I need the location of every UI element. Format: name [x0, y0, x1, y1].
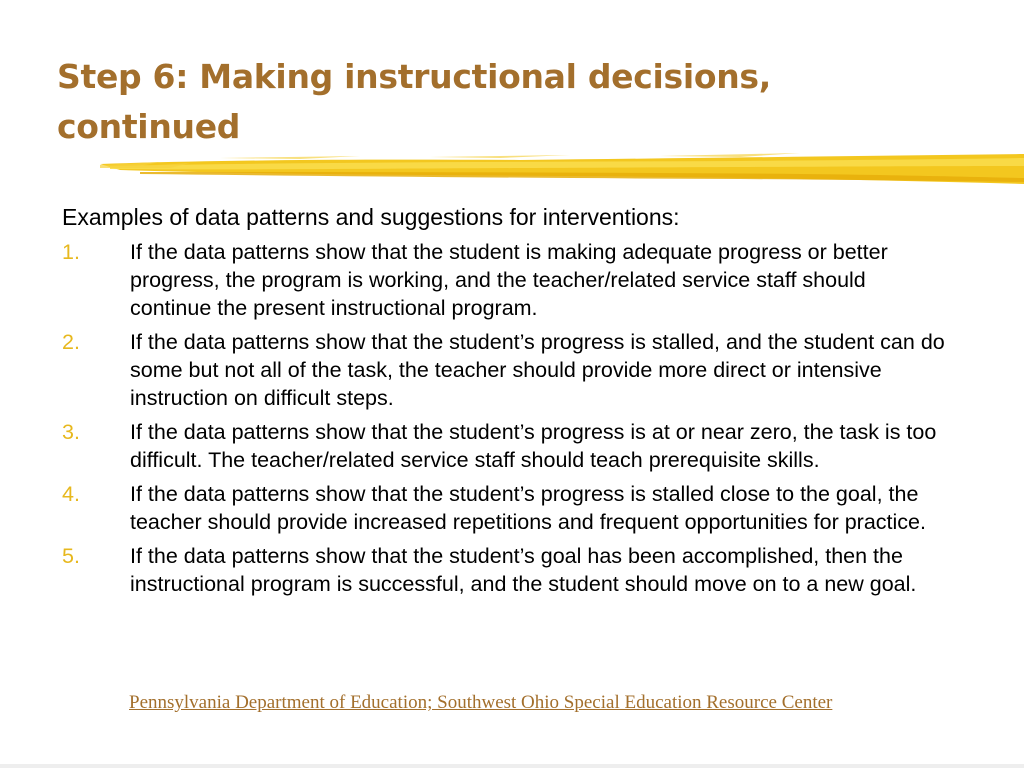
list-item	[62, 480, 952, 536]
list-item-text: If the data patterns show that the student is making adequate progress or better progress, the program is working, and the teacher/related service staff should continue the present instructional program.	[130, 240, 888, 320]
interventions-list	[62, 238, 952, 604]
list-item	[62, 418, 952, 474]
list-item	[62, 328, 952, 412]
list-item	[62, 238, 952, 322]
slide-title: Step 6: Making instructional decisions, continued	[57, 57, 771, 146]
bottom-divider	[0, 764, 1024, 768]
list-item-number: 4.	[62, 482, 80, 506]
brush-stroke-divider	[100, 150, 1024, 190]
list-item-text: If the data patterns show that the student’s goal has been accomplished, then the instructional program is successful, and the student should move on to a new goal.	[130, 544, 917, 596]
list-item-text: If the data patterns show that the student’s progress is at or near zero, the task is too difficult. The teacher/related service staff should teach prerequisite skills.	[130, 420, 937, 472]
list-item-number: 5.	[62, 544, 80, 568]
source-link[interactable]: Pennsylvania Department of Education; Southwest Ohio Special Education Resource Center	[129, 692, 833, 713]
list-item-number: 2.	[62, 330, 80, 354]
intro-text: Examples of data patterns and suggestions for interventions:	[62, 204, 680, 230]
list-item	[62, 542, 952, 598]
list-item-number: 1.	[62, 240, 80, 264]
list-item-text: If the data patterns show that the student’s progress is stalled, and the student can do some but not all of the task, the teacher should provide more direct or intensive instruction on difficult steps.	[130, 330, 945, 410]
list-item-text: If the data patterns show that the student’s progress is stalled close to the goal, the teacher should provide increased repetitions and frequent opportunities for practice.	[130, 482, 926, 534]
list-item-number: 3.	[62, 420, 80, 444]
